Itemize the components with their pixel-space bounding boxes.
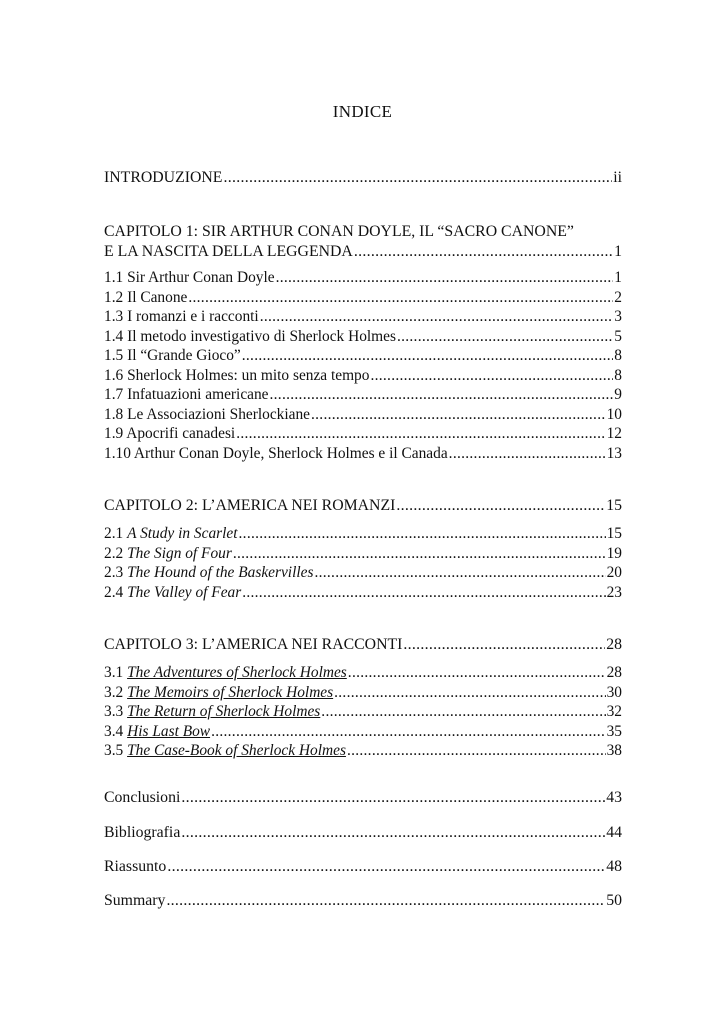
page-title: INDICE: [332, 102, 393, 121]
toc-page: 43: [606, 789, 622, 806]
toc-entry-1-3[interactable]: [104, 307, 622, 326]
section-number: 2.1: [104, 525, 128, 542]
toc-label: [104, 563, 313, 582]
toc-page: 38: [606, 742, 622, 759]
toc-label: [104, 683, 333, 702]
toc-label: 1.4 Il metodo investigativo di Sherlock Holmes: [104, 327, 396, 345]
leader-dots: [181, 823, 605, 842]
toc-entry-1-6[interactable]: [104, 366, 622, 385]
toc-label: [104, 524, 238, 543]
toc-entry-3-4[interactable]: [104, 722, 622, 741]
toc-page: 3: [614, 308, 622, 325]
leader-dots: [236, 424, 605, 443]
toc-label: 1.2 Il Canone: [104, 288, 188, 306]
toc-entry-3-2[interactable]: [104, 683, 622, 702]
toc-page: 9: [614, 386, 622, 403]
section-number: 3.4: [104, 722, 128, 740]
leader-dots: [354, 242, 613, 261]
toc-page: 50: [606, 892, 622, 909]
toc-label: 1.1 Sir Arthur Conan Doyle: [104, 269, 275, 286]
toc-entry-introduzione[interactable]: [104, 168, 622, 187]
section-title: The Valley of Fear: [127, 583, 242, 601]
toc-entry-1-8[interactable]: [104, 405, 622, 424]
toc-label: 1.10 Arthur Conan Doyle, Sherlock Holmes e il Canada: [104, 444, 448, 462]
toc-page: 19: [606, 544, 622, 562]
leader-dots: [239, 524, 606, 543]
toc-entry-1-1[interactable]: [104, 268, 622, 287]
toc-label: [104, 741, 346, 760]
toc-entry-1-2[interactable]: [104, 288, 622, 307]
toc-label: Conclusioni: [104, 789, 181, 806]
section-title: The Sign of Four: [127, 544, 232, 562]
toc-entry-3-1[interactable]: [104, 663, 622, 682]
leader-dots: [314, 563, 605, 582]
toc-label: 1.5 Il “Grande Gioco”: [104, 347, 241, 364]
toc-label: CAPITOLO 3: L’AMERICA NEI RACCONTI: [104, 636, 403, 653]
section-number: 3.2: [104, 683, 128, 701]
toc-entry-2-1[interactable]: [104, 524, 622, 543]
leader-dots: [276, 268, 614, 287]
section-title: The Hound of the Baskervilles: [127, 564, 314, 581]
chapter1-title-line1: CAPITOLO 1: SIR ARTHUR CONAN DOYLE, IL “SACRO CANONE”: [104, 223, 574, 240]
toc-entry-chapter1[interactable]: [104, 242, 622, 261]
toc-page: 1: [614, 243, 622, 260]
toc-page: 32: [606, 703, 622, 720]
toc-label: CAPITOLO 2: L’AMERICA NEI ROMANZI: [104, 497, 396, 514]
leader-dots: [188, 288, 613, 307]
toc-label: [104, 583, 241, 602]
toc-page: 15: [606, 497, 622, 514]
leader-dots: [321, 702, 605, 721]
toc-entry-chapter3[interactable]: [104, 635, 622, 654]
toc-label: Riassunto: [104, 858, 167, 875]
leader-dots: [397, 327, 613, 346]
toc-entry-3-5[interactable]: [104, 741, 622, 760]
toc-page: 8: [614, 366, 622, 384]
toc-label: [104, 702, 320, 721]
toc-entry-1-5[interactable]: [104, 346, 622, 365]
toc-entry-1-9[interactable]: [104, 424, 622, 443]
toc-entry-1-4[interactable]: [104, 327, 622, 346]
toc-page: 1: [614, 269, 622, 286]
toc-label: E LA NASCITA DELLA LEGGENDA: [104, 243, 353, 260]
toc-page: 28: [606, 636, 622, 653]
toc-page: 48: [606, 858, 622, 875]
toc-entry-2-2[interactable]: [104, 544, 622, 563]
toc-label: INTRODUZIONE: [104, 169, 223, 186]
toc-page: 44: [606, 824, 622, 841]
toc-entry-conclusioni[interactable]: [104, 788, 622, 807]
toc-page: 20: [606, 564, 622, 581]
leader-dots: [211, 722, 606, 741]
toc-entry-3-3[interactable]: [104, 702, 622, 721]
toc-entry-1-10[interactable]: [104, 444, 622, 463]
toc-label: Summary: [104, 892, 166, 909]
section-number: 2.3: [104, 564, 128, 581]
toc-entry-bibliografia[interactable]: [104, 823, 622, 842]
section-number: 2.2: [104, 544, 128, 562]
leader-dots: [270, 385, 614, 404]
toc-entry-2-3[interactable]: [104, 563, 622, 582]
leader-dots: [167, 857, 605, 876]
toc-label: [104, 663, 347, 682]
leader-dots: [370, 366, 613, 385]
leader-dots: [242, 583, 605, 602]
toc-page: 10: [606, 405, 622, 423]
toc-page: 23: [606, 583, 622, 601]
toc-page: 30: [606, 683, 622, 701]
leader-dots: [449, 444, 606, 463]
toc-page: 8: [614, 347, 622, 364]
section-title: A Study in Scarlet: [127, 525, 238, 542]
leader-dots: [260, 307, 614, 326]
leader-dots: [223, 168, 612, 187]
section-number: 3.3: [104, 703, 128, 720]
section-title: The Memoirs of Sherlock Holmes: [127, 683, 334, 701]
toc-label: 1.8 Le Associazioni Sherlockiane: [104, 405, 311, 423]
toc-entry-chapter2[interactable]: [104, 496, 622, 515]
toc-page: 5: [614, 327, 622, 345]
toc-label: 1.7 Infatuazioni americane: [104, 386, 269, 403]
section-title: The Return of Sherlock Holmes: [127, 703, 321, 720]
toc-label: 1.9 Apocrifi canadesi: [104, 425, 236, 442]
leader-dots: [396, 496, 605, 515]
section-title: The Case-Book of Sherlock Holmes: [127, 742, 346, 759]
toc-label: 1.3 I romanzi e i racconti: [104, 308, 259, 325]
toc-page: 13: [606, 444, 622, 462]
toc-label: Bibliografia: [104, 824, 181, 841]
toc-label: 1.6 Sherlock Holmes: un mito senza tempo: [104, 366, 370, 384]
section-number: 3.1: [104, 664, 128, 681]
toc-entry-2-4[interactable]: [104, 583, 622, 602]
leader-dots: [242, 346, 614, 365]
toc-page: 35: [606, 722, 622, 740]
toc-page: 15: [606, 525, 622, 542]
section-number: 2.4: [104, 583, 128, 601]
leader-dots: [311, 405, 606, 424]
leader-dots: [347, 741, 606, 760]
leader-dots: [233, 544, 606, 563]
section-number: 3.5: [104, 742, 128, 759]
section-title: The Adventures of Sherlock Holmes: [127, 664, 347, 681]
toc-page: 2: [614, 288, 622, 306]
toc-entry-summary[interactable]: [104, 891, 622, 910]
toc-label: [104, 722, 210, 741]
leader-dots: [334, 683, 605, 702]
toc-page: 12: [606, 425, 622, 442]
leader-dots: [181, 788, 605, 807]
toc-entry-riassunto[interactable]: [104, 857, 622, 876]
leader-dots: [166, 891, 605, 910]
toc-entry-1-7[interactable]: [104, 385, 622, 404]
toc-label: [104, 544, 232, 563]
toc-page: ii: [613, 169, 622, 186]
leader-dots: [403, 635, 605, 654]
section-title: His Last Bow: [127, 722, 211, 740]
toc-page: 28: [606, 664, 622, 681]
leader-dots: [348, 663, 606, 682]
